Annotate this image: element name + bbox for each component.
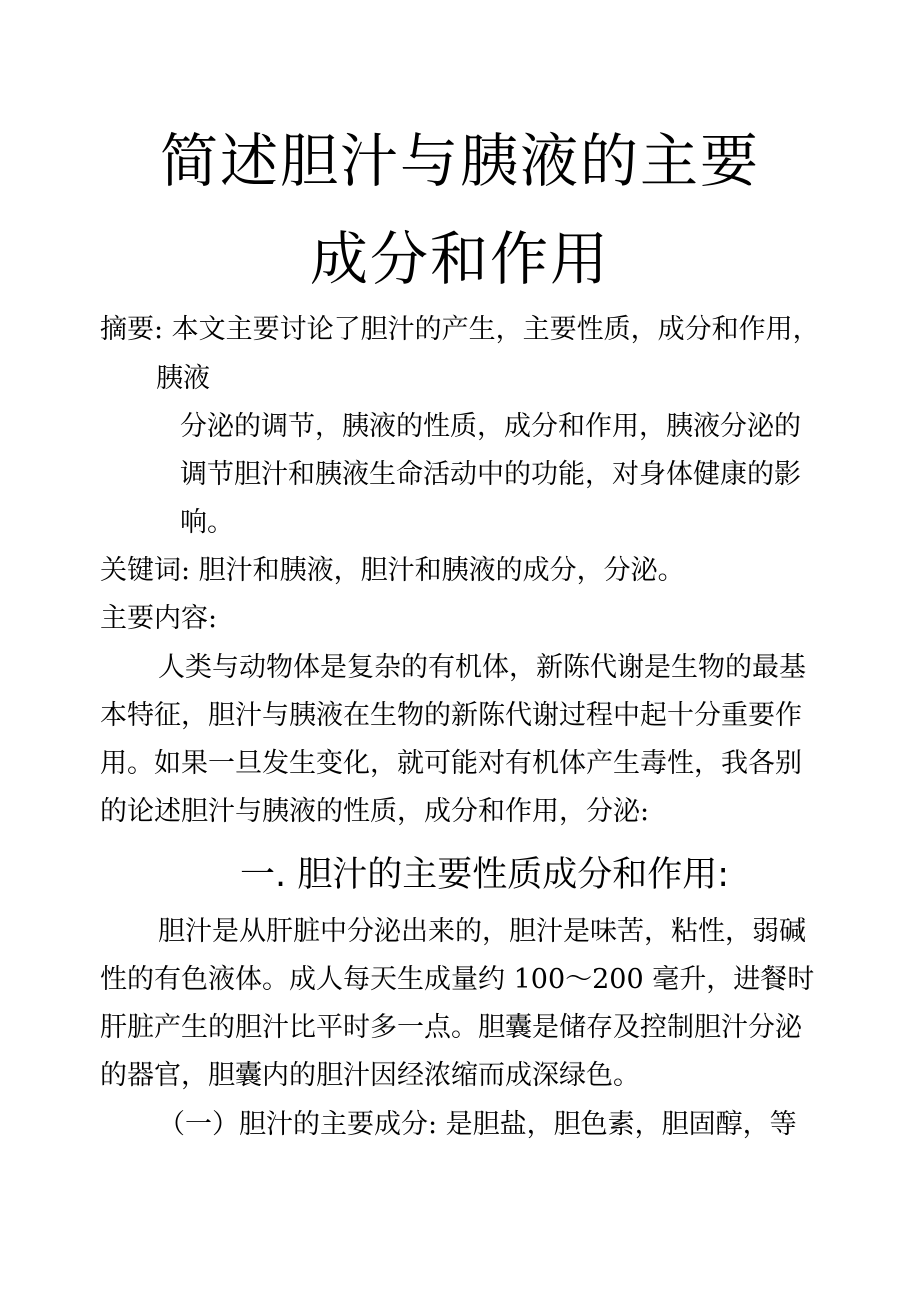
main-content-label: 主要内容: (100, 603, 218, 634)
intro-line-4: 的论述胆汁与胰液的性质，成分和作用，分泌: (100, 796, 650, 827)
abstract-line-4: 调节胆汁和胰液生命活动中的功能，对身体健康的影 (180, 459, 801, 490)
keywords: 关键词: 胆汁和胰液，胆汁和胰液的成分，分泌。 (100, 555, 685, 586)
section-heading: 一. 胆汁的主要性质成分和作用: (240, 855, 730, 895)
section1-para-line-1: 胆汁是从肝脏中分泌出来的，胆汁是味苦，粘性，弱碱 (158, 916, 806, 947)
section1-para-line-4: 的器官，胆囊内的胆汁因经浓缩而成深绿色。 (100, 1060, 640, 1091)
section1-para-line-3: 肝脏产生的胆汁比平时多一点。胆囊是储存及控制胆汁分泌 (100, 1012, 802, 1043)
abstract-line-5: 响。 (180, 507, 234, 538)
intro-line-3: 用。如果一旦发生变化，就可能对有机体产生毒性，我各别 (100, 748, 802, 779)
abstract-line-3: 分泌的调节，胰液的性质，成分和作用，胰液分泌的 (180, 411, 801, 442)
intro-line-2: 本特征，胆汁与胰液在生物的新陈代谢过程中起十分重要作 (100, 700, 802, 731)
title-line-1: 简述胆汁与胰液的主要 (159, 127, 760, 195)
abstract-line-2: 胰液 (156, 363, 210, 394)
section1-subsection-1: （一）胆汁的主要成分: 是胆盐，胆色素，胆固醇，等 (158, 1109, 797, 1140)
abstract-line-1: 摘要: 本文主要讨论了胆汁的产生，主要性质，成分和作用， (100, 314, 820, 345)
title-line-2: 成分和作用 (309, 225, 610, 293)
intro-line-1: 人类与动物体是复杂的有机体，新陈代谢是生物的最基 (158, 652, 806, 683)
section1-para-line-2: 性的有色液体。成人每天生成量约 100～200 毫升，进餐时 (100, 964, 815, 995)
